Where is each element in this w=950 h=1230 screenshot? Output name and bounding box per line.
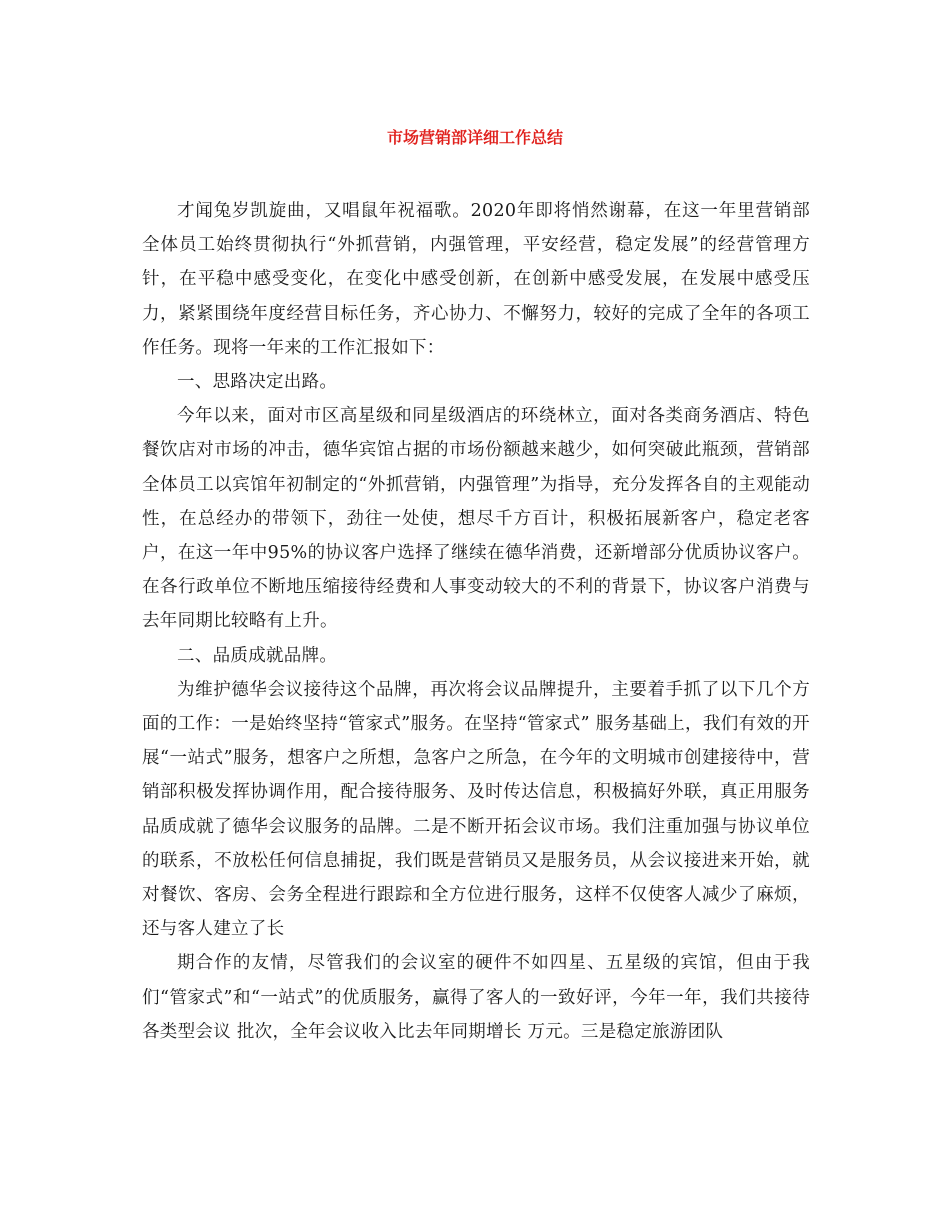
section-heading-2: 二、品质成就品牌。: [177, 645, 338, 666]
paragraph-intro: 才闻兔岁凯旋曲，又唱鼠年祝福歌。2020年即将悄然谢幕，在这一年里营销部全体员工始终贯彻执行“外抓营销，内强管理，平安经营，稳定发展”的经营管理方针，在平稳中感受变化，在变化中感受创新，在创新中感受发展，在发展中感受压力，紧紧围绕年度经营目标任务，齐心协力、不懈努力，较好的完成了全年的各项工作任务。现将一年来的工作汇报如下：: [142, 201, 810, 358]
paragraph-section-2-continued: 期合作的友情，尽管我们的会议室的硬件不如四星、五星级的宾馆，但由于我们“管家式”和“一站式”的优质服务，赢得了客人的一致好评，今年一年，我们共接待各类型会议 批次，全年会议收入比去年同期增长 万元。三是稳定旅游团队: [142, 953, 810, 1042]
paragraph-section-1: 今年以来，面对市区高星级和同星级酒店的环绕林立，面对各类商务酒店、特色餐饮店对市场的冲击，德华宾馆占据的市场份额越来越少，如何突破此瓶颈，营销部全体员工以宾馆年初制定的“外抓营销，内强管理”为指导，充分发挥各自的主观能动性，在总经办的带领下，劲往一处使，想尽千方百计，积极拓展新客户，稳定老客户，在这一年中95%的协议客户选择了继续在德华消费，还新增部分优质协议客户。在各行政单位不断地压缩接待经费和人事变动较大的不利的背景下，协议客户消费与去年同期比较略有上升。: [142, 406, 810, 632]
document-body: [142, 194, 810, 1049]
document-title: 市场营销部详细工作总结: [386, 128, 563, 147]
section-heading-1: 一、思路决定出路。: [177, 372, 338, 393]
paragraph-section-2: 为维护德华会议接待这个品牌，再次将会议品牌提升，主要着手抓了以下几个方面的工作：一是始终坚持“管家式”服务。在坚持“管家式” 服务基础上，我们有效的开展“一站式”服务，想客户之所想，急客户之所急，在今年的文明城市创建接待中，营销部积极发挥协调作用，配合接待服务、及时传达信息，积极搞好外联，真正用服务品质成就了德华会议服务的品牌。二是不断开拓会议市场。我们注重加强与协议单位的联系，不放松任何信息捕捉，我们既是营销员又是服务员，从会议接进来开始，就对餐饮、客房、会务全程进行跟踪和全方位进行服务，这样不仅使客人减少了麻烦，还与客人建立了长: [142, 679, 810, 940]
